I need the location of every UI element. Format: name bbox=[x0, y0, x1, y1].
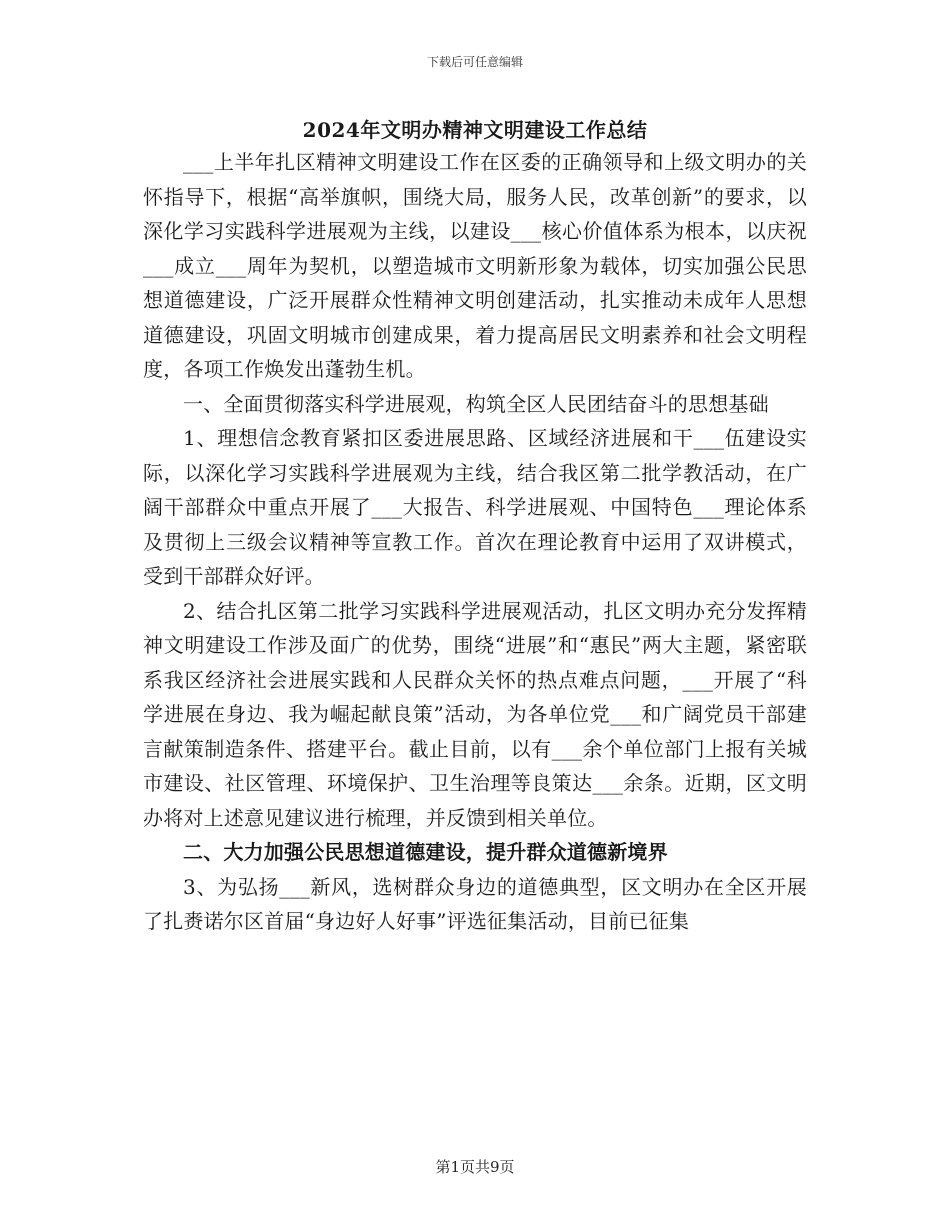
document-body bbox=[143, 145, 807, 939]
section-heading-1: 一、全面贯彻落实科学进展观，构筑全区人民团结奋斗的思想基础 bbox=[183, 391, 769, 416]
download-note: 下载后可任意编辑 bbox=[426, 55, 523, 69]
paragraph-item-3: 3、为弘扬___新风，选树群众身边的道德典型，区文明办在全区开展了扎赉诺尔区首届“身边好人好事”评选征集活动，目前已征集 bbox=[143, 874, 807, 933]
section-heading-2: 二、大力加强公民思想道德建设，提升群众道德新境界 bbox=[183, 840, 668, 864]
page-number: 第1页共9页 bbox=[435, 1158, 515, 1176]
paragraph-intro: ___上半年扎区精神文明建设工作在区委的正确领导和上级文明办的关怀指导下，根据“高举旗帜，围绕大局，服务人民，改革创新”的要求，以深化学习实践科学进展观为主线，以建设___核心价值体系为根本，以庆祝___成立___周年为契机，以塑造城市文明新形象为载体，切实加强公民思想道德建设，广泛开展群众性精神文明创建活动，扎实推动未成年人思想道德建设，巩固文明城市创建成果，着力提高居民文明素养和社会文明程度，各项工作焕发出蓬勃生机。 bbox=[143, 150, 807, 381]
document-title: 2024年文明办精神文明建设工作总结 bbox=[302, 118, 648, 142]
paragraph-item-2: 2、结合扎区第二批学习实践科学进展观活动，扎区文明办充分发挥精神文明建设工作涉及面广的优势，围绕“进展”和“惠民”两大主题，紧密联系我区经济社会进展实践和人民群众关怀的热点难点问题，___开展了“科学进展在身边、我为崛起献良策”活动，为各单位党___和广阔党员干部建言献策制造条件、搭建平台。截止目前，以有___余个单位部门上报有关城市建设、社区管理、环境保护、卫生治理等良策达___余条。近期，区文明办将对上述意见建议进行梳理，并反馈到相关单位。 bbox=[143, 598, 807, 830]
paragraph-item-1: 1、理想信念教育紧扣区委进展思路、区域经济进展和干___伍建设实际，以深化学习实践科学进展观为主线，结合我区第二批学教活动，在广阔干部群众中重点开展了___大报告、科学进展观、中国特色___理论体系及贯彻上三级会议精神等宣教工作。首次在理论教育中运用了双讲模式，受到干部群众好评。 bbox=[143, 426, 807, 588]
